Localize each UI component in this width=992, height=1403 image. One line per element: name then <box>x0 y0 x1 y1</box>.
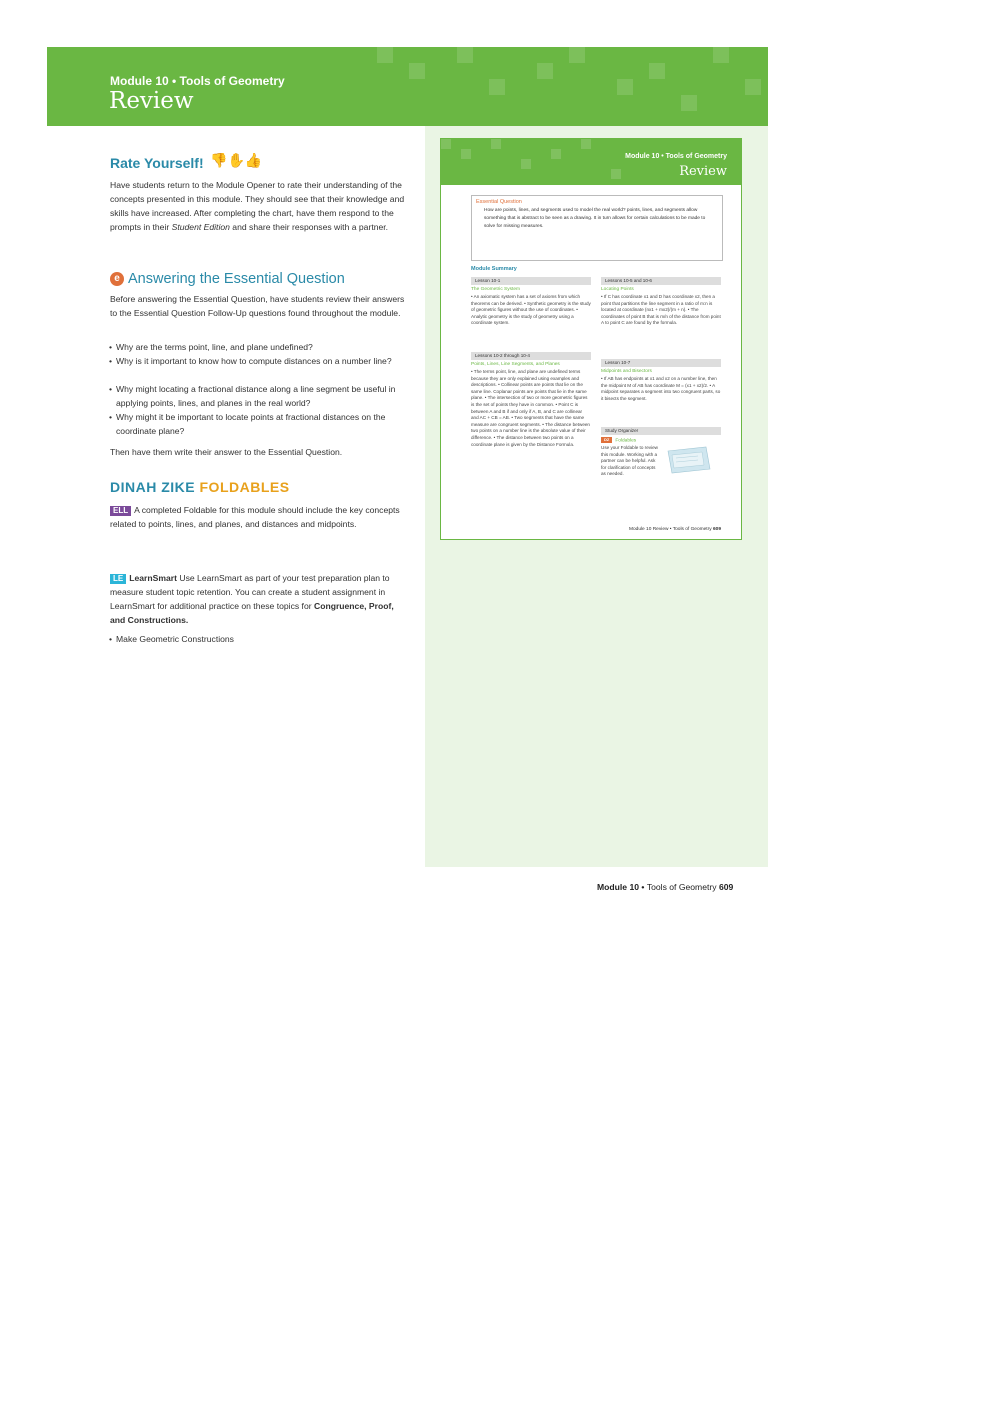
inner-pattern <box>581 139 591 149</box>
inner-footer-label: Module 10 Review • Tools of Geometry <box>628 527 712 532</box>
module-banner <box>47 47 768 126</box>
foldables-brand-a: DINAH ZIKE <box>110 479 200 495</box>
inner-eq-text: How are points, lines, and segments used to model the real world? points, lines, and segments allow something that is abstract to be seen as a drawing. It in turn allows for certain calculations to be made to solve for missing measures. <box>484 208 706 229</box>
ell-badge: ELL <box>110 506 131 516</box>
inner-footer <box>629 527 721 532</box>
rate-text-1: Have students return to the Module Opener to rate their understanding of the concepts presented in this module. They should see that their knowledge and skills have increased. After completing the chart, have them respond to the prompts in their <box>110 180 405 232</box>
inner-banner <box>441 139 741 185</box>
inner-pattern <box>551 149 561 159</box>
banner-pattern <box>457 47 473 63</box>
essential-question-title: Answering the Essential Question <box>128 271 345 287</box>
organizer-text: Use your Foldable to review this module. Working with a partner can be helpful. Ask for clarification of concepts as needed. <box>601 445 658 477</box>
learnsmart-body: Use LearnSmart as part of your test preparation plan to measure student topic retention. You can create a student assignment in LearnSmart for additional practice on these topics for <box>110 573 390 611</box>
rate-text-italic: Student Edition <box>171 222 230 232</box>
lesson-header: Lesson 10-7 <box>601 359 721 367</box>
banner-pattern <box>745 79 761 95</box>
organizer-badge: DZ <box>601 437 612 443</box>
inner-module-label: Module 10 • Tools of Geometry <box>625 153 727 160</box>
foldables-text <box>110 503 410 531</box>
organizer-subheading <box>601 437 636 443</box>
page-title: Review <box>109 88 194 114</box>
thumbs-up-icon: 👍 <box>244 152 263 168</box>
student-edition-page <box>440 138 742 540</box>
organizer-header: Study Organizer <box>601 427 721 435</box>
banner-pattern <box>409 63 425 79</box>
hand-flat-icon: ✋ <box>227 152 245 168</box>
lesson-text: • If AB has endpoints at x1 and x2 on a number line, then the midpoint M of AB has coordinate M = (x1 + x2)/2. • A midpoint separates a segment into two congruent parts, so it bisects the segment. <box>601 376 721 401</box>
banner-pattern <box>617 79 633 95</box>
banner-pattern <box>537 63 553 79</box>
banner-pattern <box>681 95 697 111</box>
inner-footer-page: 609 <box>712 527 721 532</box>
banner-pattern <box>569 47 585 63</box>
lesson-text: • The terms point, line, and plane are undefined terms because they are only explained using examples and descriptions. • Collinear points are points that lie on the same line. Coplanar points are points that lie in the same plane. • The intersection of two or more geometric figures is the set of points they have in common. • Point C is between A and B if and only if A, B, and C are collinear and AC + CB = AB. • Two segments that have the same measure are congruent segments. • The distance between two points on a number line is the absolute value of their difference. • The distance between two points on a coordinate plane is given by the Distance Formula. <box>471 369 590 447</box>
banner-pattern <box>377 47 393 63</box>
lesson-header: Lessons 10-5 and 10-6 <box>601 277 721 285</box>
lesson-subheading: Locating Points <box>601 287 634 292</box>
banner-pattern <box>713 47 729 63</box>
foldables-brand-b: FOLDABLES <box>199 479 290 495</box>
foldables-body: A completed Foldable for this module should include the key concepts related to points, lines, and planes, and distances and midpoints. <box>110 505 400 529</box>
inner-pattern <box>491 139 501 149</box>
lesson-subheading: The Geometric System <box>471 287 521 292</box>
inner-pattern <box>521 159 531 169</box>
eq-bullet: • Why might it be important to locate points at fractional distances on the coordinate plane? <box>116 410 406 438</box>
organizer-sub-label: Foldables <box>615 438 637 444</box>
inner-title: Review <box>679 164 727 179</box>
page-footer <box>597 882 733 892</box>
learnsmart-topic: Congruence, Proof, and Constructions. <box>110 601 394 625</box>
footer-name: Tools of Geometry <box>646 882 719 892</box>
lesson-header: Lessons 10-2 through 10-4 <box>471 352 591 360</box>
lesson-subheading: Midpoints and Bisectors <box>601 369 652 374</box>
eq-bullet: • Why is it important to know how to compute distances on a number line? <box>116 354 406 368</box>
inner-pattern <box>461 149 471 159</box>
banner-pattern <box>649 63 665 79</box>
inner-pattern <box>611 169 621 179</box>
rate-yourself-heading: Rate Yourself! <box>110 155 204 171</box>
banner-pattern <box>489 79 505 95</box>
eq-bullet: • Why might locating a fractional distance along a line segment be useful in applying points, lines, and planes in the real world? <box>116 382 406 410</box>
page-number: 609 <box>718 882 734 892</box>
footer-module: Module 10 • <box>597 882 647 892</box>
learnsmart-bold: LearnSmart <box>129 573 177 583</box>
lesson-header: Lesson 10-1 <box>471 277 591 285</box>
thumbs-down-icon: 👎 <box>210 152 228 168</box>
inner-pattern <box>441 139 451 149</box>
rate-yourself-text <box>110 178 410 234</box>
lesson-text: • If C has coordinate x1 and D has coordinate x2, then a point that partitions the line segment in a ratio of m:n is located at coordinate (nx1 + mx2)/(m + n). • The coordinates of point B that is m/n of the distance from point A to point C are found by the formula. <box>601 294 721 326</box>
module-summary-heading: Module Summary <box>471 266 517 272</box>
essential-question-icon: e <box>110 272 124 286</box>
foldables-logo <box>110 479 290 495</box>
learnsmart-badge: LE <box>110 574 126 584</box>
eq-bullet: • Why are the terms point, line, and plane undefined? <box>116 340 406 354</box>
foldable-image <box>666 443 712 475</box>
inner-eq-title: Essential Question <box>476 199 522 205</box>
rate-text-2: and share their responses with a partner. <box>229 222 389 232</box>
lesson-subheading: Points, Lines, Line Segments, and Planes <box>471 362 560 367</box>
module-label: Module 10 • Tools of Geometry <box>110 74 285 88</box>
lesson-text: • An axiomatic system has a set of axioms from which theorems can be derived. • Synthetic geometry is the study of geometric figures without the use of coordinates. • Analytic geometry is the study of geometry using a coordinate system. <box>471 294 591 326</box>
essential-question-closing: Then have them write their answer to the Essential Question. <box>110 447 343 457</box>
rate-icons <box>210 152 262 169</box>
essential-question-heading <box>110 271 345 287</box>
learnsmart-bullet: • Make Geometric Constructions <box>116 632 406 646</box>
inner-essential-question <box>471 195 723 261</box>
learnsmart-text <box>110 571 410 627</box>
essential-question-intro: Before answering the Essential Question, have students review their answers to the Essential Question Follow-Up questions found throughout the module. <box>110 294 405 318</box>
